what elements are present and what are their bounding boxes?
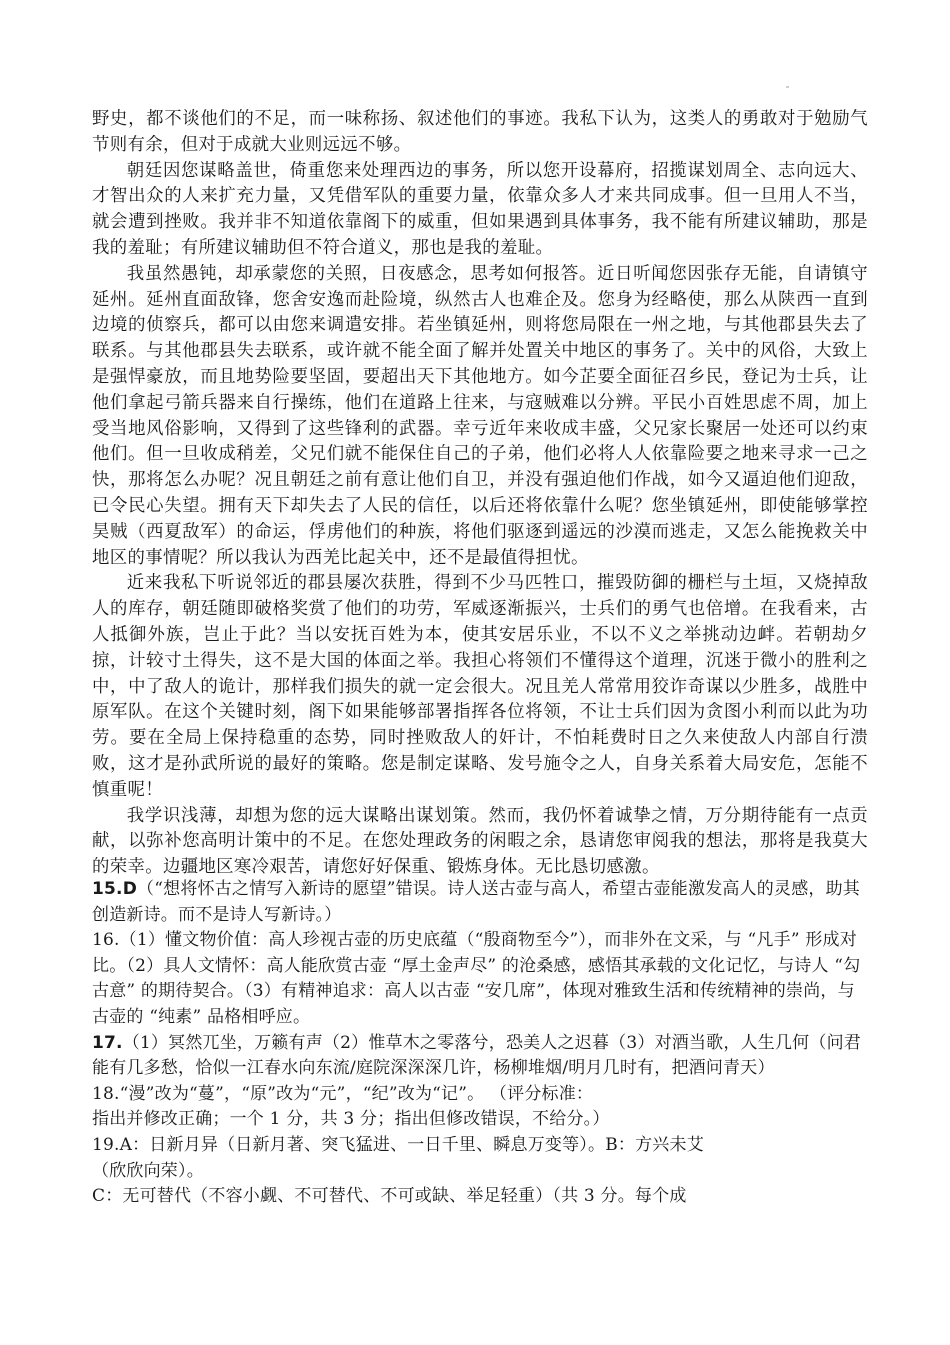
- answer-19-line: 19.A：日新月异（日新月著、突飞猛进、一日千里、瞬息万变等）。B：方兴未艾: [92, 1134, 704, 1155]
- answer-16: 16.（1）懂文物价值：高人珍视古壶的历史底蕴（“殷商物至今”），而非外在文采，与 “凡手” 形成对比。（2）具人文情怀：高人能欣赏古壶 “厚土金声尽” 的沧桑感，感悟其承载的文化记忆，与诗人 “勾古意” 的期待契合。（3）有精神追求：高人以古壶 “安几席”，体现对雅致生活和传统精神的崇尚，与古壶的 “纯素” 品格相呼应。: [92, 930, 861, 1027]
- translation-paragraph: 我学识浅薄，却想为您的远大谋略出谋划策。然而，我仍怀着诚挚之情，万分期待能有一点贡献，以弥补您高明计策中的不足。在您处理政务的闲暇之余，恳请您审阅我的想法，那将是我莫大的荣幸。边疆地区寒冷艰苦，请您好好保重、锻炼身体。无比恳切感激。: [92, 805, 868, 878]
- question-number: 17.: [92, 1032, 123, 1053]
- answer-18-line: 18.“漫”改为“蔓”，“原”改为“元”，“纪”改为“记”。 （评分标准：: [92, 1083, 594, 1104]
- translation-paragraph: 野史，都不谈他们的不足，而一味称扬、叙述他们的事迹。我私下认为，这类人的勇敢对于勉励气节则有余，但对于成就大业则远远不够。: [92, 109, 868, 155]
- answer-19-line: （欣欣向荣）。: [92, 1160, 204, 1181]
- answer-18-line: 指出并修改正确；一个 1 分，共 3 分；指出但修改错误，不给分。）: [92, 1109, 610, 1130]
- translation-paragraph: 朝廷因您谋略盖世，倚重您来处理西边的事务，所以您开设幕府，招揽谋划周全、志向远大、才智出众的人来扩充力量，又凭借军队的重要力量，依靠众多人才来共同成事。但一旦用人不当，就会遭到挫败。我并非不知道依靠阁下的威重，但如果遇到具体事务，我不能有所建议辅助，那是我的羞耻；有所建议辅助但不符合道义，那也是我的羞耻。: [92, 160, 868, 258]
- translation-paragraph: 近来我私下听说邻近的郡县屡次获胜，得到不少马匹牲口，摧毁防御的栅栏与土垣，又烧掉敌人的库存，朝廷随即破格奖赏了他们的功劳，军威逐渐振兴，士兵们的勇气也倍增。在我看来，古人抵御外族，岂止于此？当以安抚百姓为本，使其安居乐业，不以不义之举挑动边衅。若朝劫夕掠，计较寸土得失，这不是大国的体面之举。我担心将领们不懂得这个道理，沉迷于微小的胜利之中，中了敌人的诡计，那样我们损失的就一定会很大。况且羌人常常用狡诈奇谋以少胜多，战胜中原军队。在这个关键时刻，阁下如果能够部署指挥各位将领，不让士兵们因为贪图小利而以此为功劳。要在全局上保持稳重的态势，同时挫败敌人的奸计，不怕耗费时日之久来使敌人内部自行溃败，这才是孙武所说的最好的策略。您是制定谋略、发号施令之人，自身关系着大局安危，怎能不慎重呢！: [92, 573, 868, 800]
- translation-section: [92, 107, 868, 881]
- answer-15: [92, 877, 868, 928]
- answer-19-line: C：无可替代（不容小觑、不可替代、不可或缺、举足轻重）（共 3 分。每个成: [92, 1186, 687, 1207]
- question-number: 15.D: [92, 879, 138, 899]
- answer-text: （1）冥然兀坐，万籁有声（2）惟草木之零落兮，恐美人之迟暮（3）对酒当歌，人生几何（问君能有几多愁，恰似一江春水向东流/庭院深深深几许，杨柳堆烟/明月几时有，把酒问青天）: [92, 1032, 861, 1079]
- answer-section: [92, 877, 868, 1210]
- answer-17: [92, 1031, 868, 1082]
- scan-artifact-dot: [786, 86, 789, 88]
- translation-paragraph: 我虽然愚钝，却承蒙您的关照，日夜感念，思考如何报答。近日听闻您因张存无能，自请镇守延州。延州直面敌锋，您舍安逸而赴险境，纵然古人也难企及。您身为经略使，那么从陕西一直到边境的侦察兵，都可以由您来调遣安排。若坐镇延州，则将您局限在一州之地，与其他郡县失去了联系。与其他郡县失去联系，或许就不能全面了解并处置关中地区的事务了。关中的风俗，大致上是强悍豪放，而且地势险要坚固，要超出天下其他地方。如今芷要全面征召乡民，登记为士兵，让他们拿起弓箭兵器来自行操练，他们在道路上往来，与寇贼难以分辨。平民小百姓思虑不周，加上受当地风俗影响，又得到了这些锋利的武器。幸亏近年来收成丰盛，父兄家长聚居一处还可以约束他们。但一旦收成稍差，父兄们就不能保住自己的子弟，他们必将人人依靠险要之地来寻求一己之快，那将怎么办呢？况且朝廷之前有意让他们自卫，并没有强迫他们作战，如今又逼迫他们迎敌，已令民心失望。拥有天下却失去了人民的信任，以后还将依靠什么呢？您坐镇延州，即使能够掌控昊贼（西夏敌军）的命运，俘虏他们的种族，将他们驱逐到遥远的沙漠而逃走，又怎么能挽救关中地区的事情呢？所以我认为西羌比起关中，还不是最值得担忧。: [92, 263, 868, 568]
- answer-text: （“想将怀古之情写入新诗的愿望”错误。诗人送古壶与高人，希望古壶能激发高人的灵感，助其创造新诗。而不是诗人写新诗。）: [92, 879, 861, 925]
